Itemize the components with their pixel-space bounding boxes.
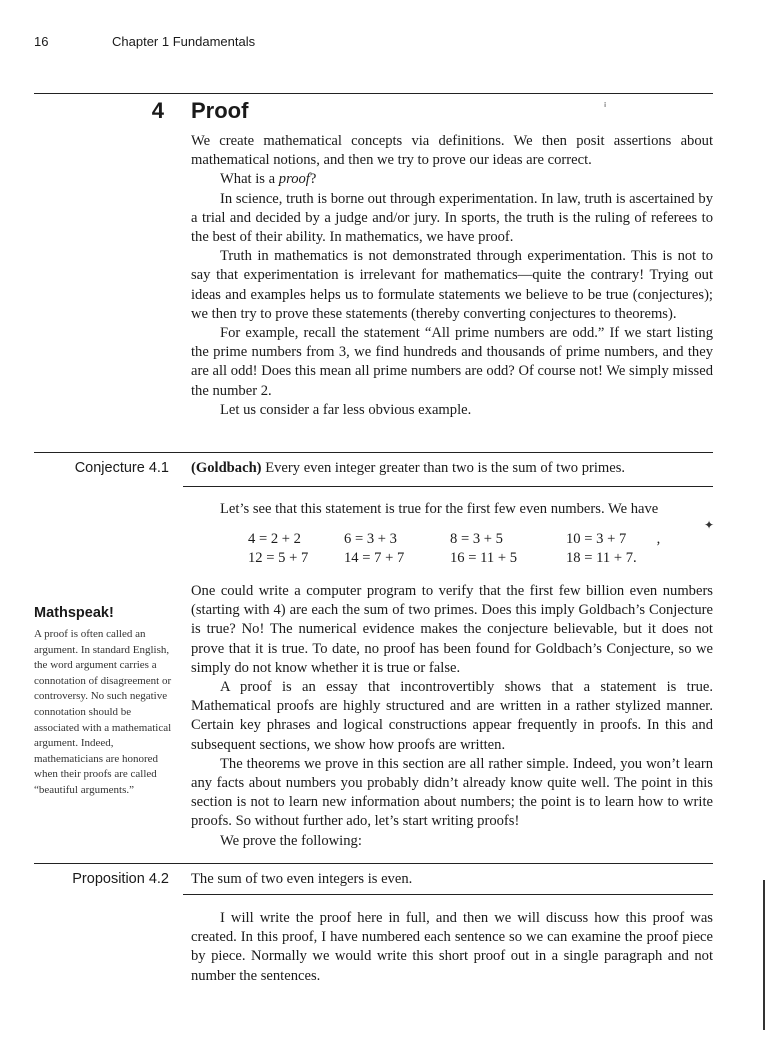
check-intro-block [191, 500, 713, 519]
section-title: Proof [191, 98, 249, 123]
mathspeak-title: Mathspeak! [34, 605, 114, 621]
intro-text [191, 132, 713, 420]
middle-text [191, 582, 713, 851]
conjecture-name: (Goldbach) [191, 460, 262, 476]
closing-text [191, 909, 713, 986]
proposition-bottom-rule [183, 894, 713, 895]
page-number: 16 [34, 34, 49, 49]
chapter-title: Chapter 1 Fundamentals [112, 34, 256, 49]
equation-row [238, 530, 670, 549]
mathspeak-note [34, 605, 176, 799]
paragraph: We create mathematical concepts via definitions. We then posit assertions about mathematical notions, and then we try to prove our ideas are correct. [191, 133, 713, 169]
proposition-top-rule [34, 863, 713, 864]
equation: 18 = 11 + 7. [566, 550, 637, 566]
scan-edge [763, 880, 765, 1030]
paragraph: One could write a computer program to verify that the first few billion even numbers (starting with 4) are each the sum of two primes. Does this imply Goldbach’s Conjecture is true? No! The numerical evidence makes the conjecture believable, but it does not prove that it is true. To date, no proof has been found for Goldbach’s Conjecture, so we simply do not know whether it is true or false. [191, 583, 713, 676]
equation: 10 = 3 + 7 [566, 531, 627, 547]
paragraph: In science, truth is borne out through experimentation. In law, truth is ascertained by a trial and decided by a judge and/or jury. In sports, the truth is the ruling of referees to the best of their ability. In mathematics, we have proof. [191, 190, 713, 246]
conjecture-statement [191, 460, 713, 477]
proposition-label: Proposition 4.2 [72, 871, 169, 887]
equation: 6 = 3 + 3 [344, 531, 397, 547]
section-top-rule [34, 93, 713, 94]
conjecture-text: Every even integer greater than two is the sum of two primes. [265, 460, 626, 476]
equation: 14 = 7 + 7 [344, 550, 405, 566]
what-is-proof: What is a proof? [220, 171, 317, 188]
paragraph: We prove the following: [220, 832, 362, 849]
goldbach-examples [238, 530, 670, 568]
stray-mark: ✦ [704, 518, 715, 532]
mathspeak-body: A proof is often called an argument. In standard English, the word argument carries a connotation of disagreement or controversy. No such negative connotation should be associated with a mathematical argument. Indeed, mathematicians are honored when their proofs are called “beautiful arguments.” [34, 628, 172, 796]
equation: 16 = 11 + 5 [450, 550, 517, 566]
equation: 8 = 3 + 5 [450, 531, 503, 547]
equation-row [238, 549, 670, 568]
paragraph: A proof is an essay that incontrovertibly shows that a statement is true. Mathematical proofs are highly structured and are written in a rather stylized manner. Certain key phrases and logical constructions appear frequently in proofs. In this and subsequent sections, we show how proofs are written. [191, 679, 713, 753]
equation-punct [647, 549, 671, 568]
equation-punct: , [656, 531, 661, 547]
equation: 12 = 5 + 7 [248, 550, 309, 566]
section-number: 4 [151, 98, 164, 123]
paragraph: Truth in mathematics is not demonstrated through experimentation. This is not to say that experimentation is irrelevant for mathematics—quite the contrary! Trying out ideas and examples helps us to formulate statements we believe to be true (conjectures); we then try to prove these statements (thereby converting conjectures to theorems). [191, 248, 713, 322]
proposition-statement: The sum of two even integers is even. [191, 871, 413, 887]
check-intro: Let’s see that this statement is true for the first few even numbers. We have [220, 501, 659, 517]
conjecture-label: Conjecture 4.1 [74, 460, 169, 476]
paragraph: For example, recall the statement “All prime numbers are odd.” If we start listing the prime numbers from 3, we find hundreds and thousands of prime numbers, and they are all odd! Does this mean all prime numbers are odd? Of course not! We simply missed the number 2. [191, 325, 713, 399]
paragraph: I will write the proof here in full, and then we will discuss how this proof was created. In this proof, I have numbered each sentence so we can examine the proof piece by piece. Normally we would write this short proof out in a single paragraph and not number the sentences. [191, 910, 713, 984]
stray-mark: ⁱ [604, 100, 607, 114]
conjecture-bottom-rule [183, 486, 713, 487]
equation: 4 = 2 + 2 [248, 531, 301, 547]
conjecture-top-rule [34, 452, 713, 453]
paragraph: Let us consider a far less obvious example. [220, 401, 472, 418]
paragraph [191, 170, 713, 189]
paragraph: The theorems we prove in this section are all rather simple. Indeed, you won’t learn any facts about numbers you probably didn’t already know quite well. The point in this section is not to learn new information about numbers; the point is to learn how to write proofs. So without further ado, let’s start writing proofs! [191, 755, 713, 830]
